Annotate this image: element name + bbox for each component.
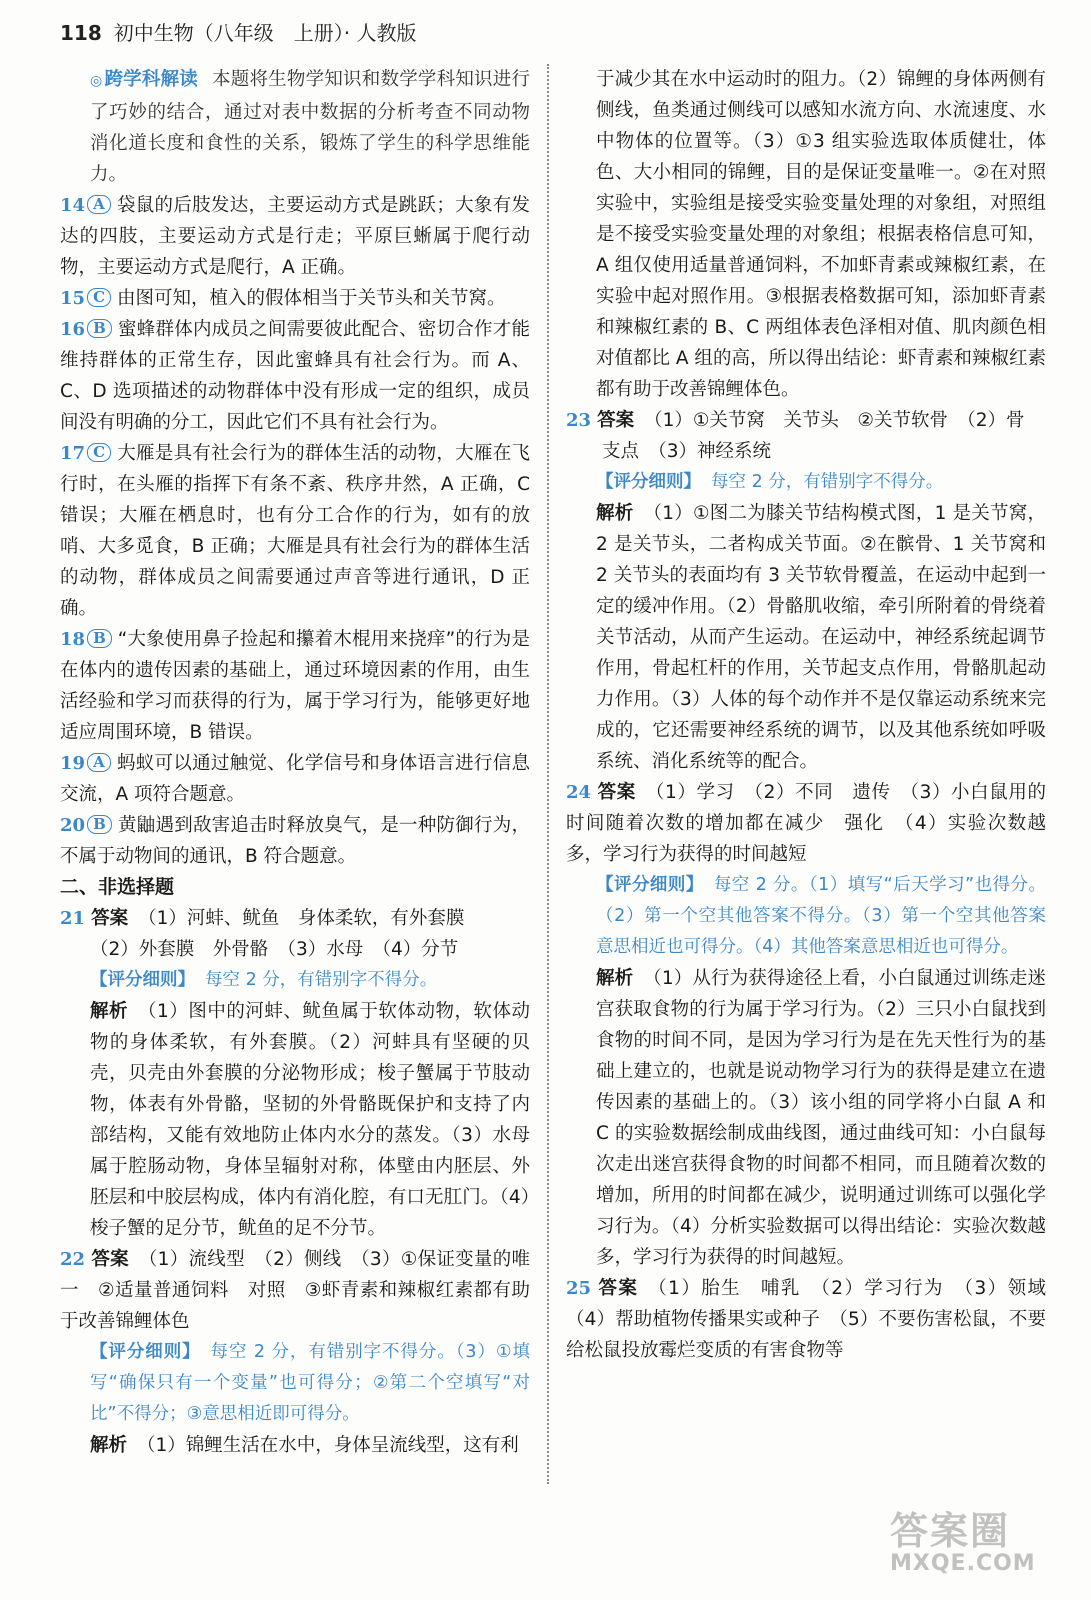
cross-discipline-text: 本题将生物学知识和数学学科知识进行了巧妙的结合，通过对表中数据的分析考查不同动物消化道长度和食性的关系，锻炼了学生的科学思维能力。 (90, 69, 530, 185)
q19-text: 蚂蚁可以通过触觉、化学信号和身体语言进行信息交流，A 项符合题意。 (60, 753, 530, 805)
q19-choice: A (87, 753, 111, 772)
q23-explanation: 解析 （1）①图二为膝关节结构模式图，1 是关节窝，2 是关节头，二者构成关节面。②在髌骨、1 关节窝和 2 关节头的表面均有 3 关节软骨覆盖，在运动中起到一定的缓冲作用。（2）骨骼肌收缩，牵引所附着的骨绕着关节活动，从而产生运动。在运动中，神经系统起调节作用，骨起杠杆的作用，关节起支点作用，骨骼肌起动力作用。（3）人体的每个动作并不是仅靠运动系统来完成的，它还需要神经系统的调节，以及其他系统如呼吸系统、消化系统等的配合。 (596, 503, 1046, 772)
site-watermark (890, 1500, 1065, 1590)
section-heading: 二、非选择题 (60, 876, 175, 898)
q16-choice: B (87, 319, 112, 338)
q16-text: 蜜蜂群体内成员之间需要彼此配合、密切合作才能维持群体的正常生存，因此蜜蜂具有社会行为。而 A、C、D 选项描述的动物群体中没有形成一定的组织，成员间没有明确的分工，因此它们不具有社会行为。 (60, 319, 530, 433)
page-number: 118 (60, 21, 102, 45)
q21-explanation: 解析 （1）图中的河蚌、鱿鱼属于软体动物，软体动物的身体柔软，有外套膜。（2）河蚌具有坚硬的贝壳，贝壳由外套膜的分泌物形成；梭子蟹属于节肢动物，体表有外骨骼，坚韧的外骨骼既保护和支持了内部结构，又能有效地防止体内水分的蒸发。（3）水母属于腔肠动物，身体呈辐射对称，体壁由内胚层、外胚层和中胶层构成，体内有消化腔，有口无肛门。（4）梭子蟹的足分节，鱿鱼的足不分节。 (90, 1001, 530, 1239)
left-column (60, 64, 530, 1461)
q23-answer-line2: 支点 （3）神经系统 (602, 441, 772, 462)
q14-choice: A (87, 195, 111, 214)
q15-text: 由图可知，植入的假体相当于关节头和关节窝。 (117, 288, 506, 309)
q20-choice: B (87, 815, 112, 834)
q22-answer: 22 答案 （1）流线型 （2）侧线 （3）①保证变量的唯一 ②适量普通饲料 对照 ③虾青素和辣椒红素都有助于改善锦鲤体色 (60, 1249, 530, 1332)
q15: 15 C 由图可知，植入的假体相当于关节头和关节窝。 (60, 288, 506, 309)
right-column (566, 64, 1065, 1366)
q22-explanation-continued: 于减少其在水中运动时的阻力。（2）锦鲤的身体两侧有侧线，鱼类通过侧线可以感知水流方向、水流速度、水中物体的位置等。（3）①3 组实验选取体质健壮，体色、大小相同的锦鲤，目的是保证变量唯一。②在对照实验中，实验组是接受实验变量处理的对象组，对照组是不接受实验变量处理的对象组；根据表格信息可知，A 组仅使用适量普通饲料，不加虾青素或辣椒红素，在实验中起对照作用。③根据表格数据可知，添加虾青素和辣椒红素的 B、C 两组体表色泽相对值、肌肉颜色相对值都比 A 组的高，所以得出结论：虾青素和辣椒红素都有助于改善锦鲤体色。 (596, 69, 1046, 400)
q22-grading: 【评分细则】 每空 2 分，有错别字不得分。（3）①填写“确保只有一个变量”也可得分；②第二个空填写“对比”不得分；③意思相近即可得分。 (90, 1342, 530, 1424)
q16: 16 B 蜜蜂群体内成员之间需要彼此配合、密切合作才能维持群体的正常生存，因此蜜蜂具有社会行为。而 A、C、D 选项描述的动物群体中没有形成一定的组织，成员间没有明确的分工，因此它们不具有社会行为。 (60, 319, 530, 433)
column-divider (547, 64, 549, 1484)
q18-choice: B (87, 629, 112, 648)
q21-grading: 【评分细则】 每空 2 分，有错别字不得分。 (90, 970, 438, 990)
q15-choice: C (87, 288, 111, 307)
q21-answer: 21 答案 （1）河蚌、鱿鱼 身体柔软，有外套膜 (60, 908, 465, 929)
cross-discipline-tag: ◎ 跨学科解读 (90, 69, 199, 90)
q20-text: 黄鼬遇到敌害追击时释放臭气，是一种防御行为，不属于动物间的通讯，B 符合题意。 (60, 815, 530, 867)
book-title: 初中生物（八年级 上册）· 人教版 (113, 21, 417, 45)
q14-text: 袋鼠的后肢发达，主要运动方式是跳跃；大象有发达的四肢，主要运动方式是行走；平原巨蜥属于爬行动物，主要运动方式是爬行，A 正确。 (60, 195, 530, 278)
q20: 20 B 黄鼬遇到敌害追击时释放臭气，是一种防御行为，不属于动物间的通讯，B 符合题意。 (60, 815, 530, 867)
q14: 14 A 袋鼠的后肢发达，主要运动方式是跳跃；大象有发达的四肢，主要运动方式是行走；平原巨蜥属于爬行动物，主要运动方式是爬行，A 正确。 (60, 195, 530, 278)
page-header (60, 18, 416, 48)
q17-choice: C (87, 443, 111, 462)
q18-text: “大象使用鼻子捡起和攥着木棍用来挠痒”的行为是在体内的遗传因素的基础上，通过环境因素的作用，由生活经验和学习而获得的行为，属于学习行为，能够更好地适应周围环境，B 错误。 (60, 629, 530, 743)
watermark-url: MXQE.COM (890, 1551, 1036, 1576)
q18: 18 B “大象使用鼻子捡起和攥着木棍用来挠痒”的行为是在体内的遗传因素的基础上，通过环境因素的作用，由生活经验和学习而获得的行为，属于学习行为，能够更好地适应周围环境，B 错误。 (60, 629, 530, 743)
q25-answer: 25 答案 （1）胎生 哺乳 （2）学习行为 （3）领域 （4）帮助植物传播果实或种子 （5）不要伤害松鼠，不要给松鼠投放霉烂变质的有害食物等 (566, 1278, 1065, 1361)
q23-answer: 23 答案 （1）①关节窝 关节头 ②关节软骨 （2）骨 (566, 410, 1025, 431)
q24-grading: 【评分细则】 每空 2 分。（1）填写“后天学习”也得分。（2）第一个空其他答案不得分。（3）第一个空其他答案意思相近也可得分。（4）其他答案意思相近也可得分。 (596, 875, 1047, 957)
q24-explanation: 解析 （1）从行为获得途径上看，小白鼠通过训练走迷宫获取食物的行为属于学习行为。（2）三只小白鼠找到食物的时间不同，是因为学习行为是在先天性行为的基础上建立的，也就是说动物学习行为的获得是建立在遗传因素的基础上的。（3）该小组的同学将小白鼠 A 和 C 的实验数据绘制成曲线图，通过曲线可知：小白鼠每次走出迷宫获得食物的时间都不相同，而且随着次数的增加，所用的时间都在减少，说明通过训练可以强化学习行为。（4）分析实验数据可以得出结论：实验次数越多，学习行为获得的时间越短。 (596, 968, 1046, 1268)
q17: 17 C 大雁是具有社会行为的群体生活的动物，大雁在飞行时，在头雁的指挥下有条不紊、秩序井然，A 正确，C 错误；大雁在栖息时，也有分工合作的行为，如有的放哨、大多觅食，B 正确；大雁是具有社会行为的群体生活的动物，群体成员之间需要通过声音等进行通讯，D 正确。 (60, 443, 530, 619)
cross-discipline-note (60, 64, 530, 190)
q23-grading: 【评分细则】 每空 2 分，有错别字不得分。 (596, 472, 944, 492)
q19: 19 A 蚂蚁可以通过触觉、化学信号和身体语言进行信息交流，A 项符合题意。 (60, 753, 530, 805)
q21-answer-line2: （2）外套膜 外骨骼 （3）水母 （4）分节 (90, 939, 459, 960)
q17-text: 大雁是具有社会行为的群体生活的动物，大雁在飞行时，在头雁的指挥下有条不紊、秩序井然，A 正确，C 错误；大雁在栖息时，也有分工合作的行为，如有的放哨、大多觅食，B 正确；大雁是具有社会行为的群体生活的动物，群体成员之间需要通过声音等进行通讯，D 正确。 (60, 443, 530, 619)
q24-answer: 24 答案 （1）学习 （2）不同 遗传 （3）小白鼠用的时间随着次数的增加都在减少 强化 （4）实验次数越多，学习行为获得的时间越短 (566, 782, 1046, 865)
watermark-logo-text: 答案圈 (890, 1509, 1011, 1553)
q22-explanation: 解析 （1）锦鲤生活在水中，身体呈流线型，这有利 (90, 1435, 519, 1456)
